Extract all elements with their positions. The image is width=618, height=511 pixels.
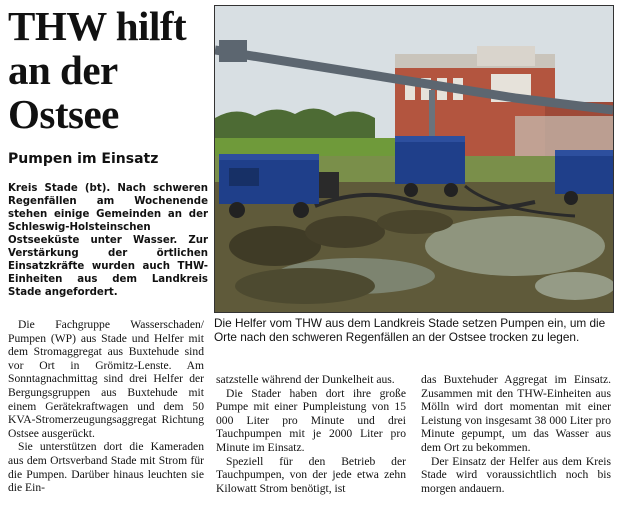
subheadline: Pumpen im Einsatz [8,151,159,167]
photo-caption: Die Helfer vom THW aus dem Landkreis Stade setzen Pumpen ein, um die Orte nach den schweren Regenfällen an der Ostsee trocken zu legen. [214,316,606,345]
lead-paragraph: Kreis Stade (bt). Nach schweren Regenfällen am Wochenende stehen einige Gemeinden an der Schleswig-Holsteinschen Ostseeküste unter Wasser. Zur Verstärkung der örtlichen Einsatzkräfte wurden auch THW-Einheiten aus dem Landkreis Stade angefordert. [8,183,208,298]
body-column-2 [216,373,406,495]
body-paragraph: Die Stader haben dort ihre große Pumpe mit einer Pumpleistung von 15 000 Liter pro Minute und drei Tauchpumpen mit je 2000 Liter pro Minute im Einsatz. [216,386,406,454]
headline: THW hilft an der Ostsee [8,3,187,137]
body-column-3 [421,373,611,495]
body-paragraph: satzstelle während der Dunkelheit aus. [216,373,395,386]
body-paragraph: Sie unterstützen dort die Kameraden aus dem Ortsverband Stade mit Strom für die Pumpen. Darüber hinaus leuchten sie die Ein- [8,440,204,495]
body-paragraph: Speziell für den Betrieb der Tauchpumpen, von der jede etwa zehn Kilowatt Strom benötigt, ist [216,454,406,495]
news-photo [214,5,614,313]
body-paragraph: Die Fachgruppe Wasserschaden/ Pumpen (WP) aus Stade und Helfer mit dem Stromaggregat aus Buxtehude sind vor Ort in Grömitz-Lenste. Am Sonntagnachmittag sind drei Helfer der Bergungsgruppen aus Buxtehude mit einem Gerätekraftwagen und dem 50 KVA-Stromerzeugungsaggregat Richtung Ostsee ausgerückt. [8,318,204,440]
body-column-1 [8,318,204,495]
flood-pumping-photo-icon [215,6,613,312]
body-paragraph: Der Einsatz der Helfer aus dem Kreis Stade wird voraussichtlich noch bis morgen andauern. [421,454,611,495]
body-paragraph: das Buxtehuder Aggregat im Einsatz. Zusammen mit den THW-Einheiten aus Mölln wird dort momentan mit einer Leistung von insgesamt 38 000 Liter pro Minute gepumpt, um das Wasser aus dem Ort zu bekommen. [421,373,611,454]
